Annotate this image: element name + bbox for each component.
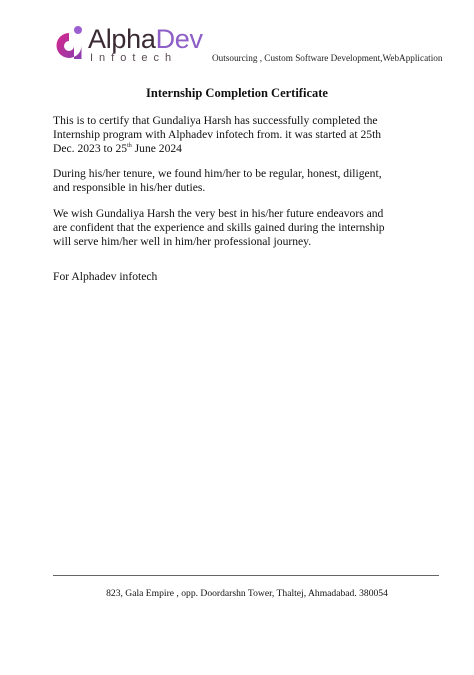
company-tagline: Outsourcing , Custom Software Development,WebApplication — [212, 53, 443, 63]
signature-line: For Alphadev infotech — [53, 270, 158, 283]
wishes-paragraph: We wish Gundaliya Harsh the very best in his/her future endeavors and are confident that the experience and skills gained during the internship will serve him/her well in him/her professional journey. — [53, 207, 385, 248]
tenure-paragraph: During his/her tenure, we found him/her to be regular, honest, diligent, and responsible in his/her duties. — [53, 167, 382, 194]
footer-divider — [53, 575, 439, 576]
certification-paragraph: This is to certify that Gundaliya Harsh has successfully completed the Internship program with Alphadev infotech from. it was started at 25th Dec. 2023 to 25th June 2024 — [53, 114, 382, 155]
certificate-title: Internship Completion Certificate — [146, 86, 328, 100]
company-logo — [52, 24, 202, 66]
logo-subtitle: Infotech — [90, 52, 178, 64]
footer-address: 823, Gala Empire , opp. Doordarshn Tower, Thaltej, Ahmadabad. 380054 — [106, 588, 388, 599]
alphadev-logo-icon — [52, 24, 88, 64]
logo-wordmark: AlphaDev — [88, 24, 203, 54]
